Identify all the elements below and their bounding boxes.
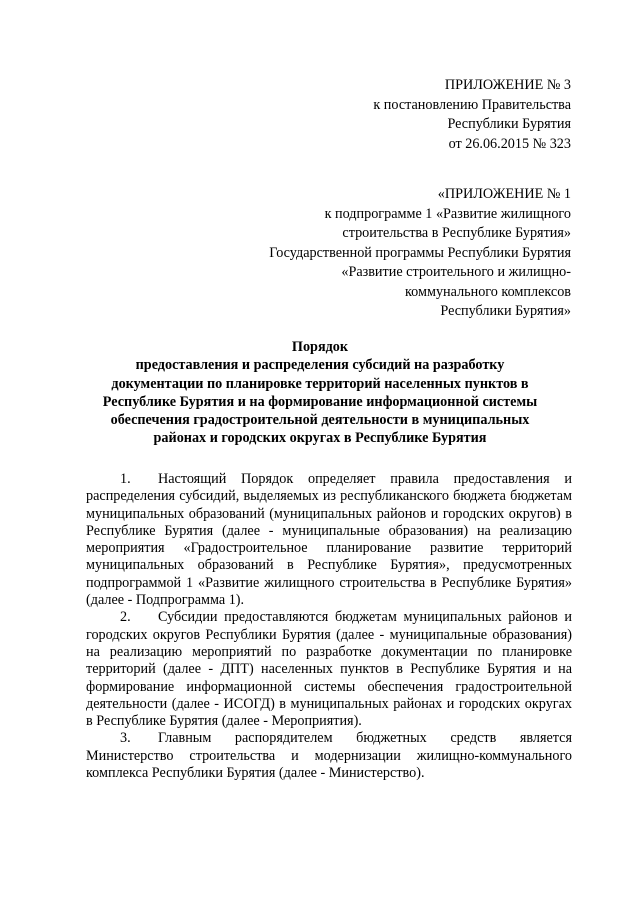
appendix-line: к постановлению Правительства	[373, 96, 571, 113]
paragraph-2	[86, 609, 572, 730]
document-body	[86, 471, 572, 782]
title-line: районах и городских округах в Республике Бурятия	[153, 430, 487, 447]
sub-appendix-line: «Развитие строительного и жилищно-	[341, 264, 571, 280]
sub-appendix-line: Государственной программы Республики Бурятия	[269, 244, 571, 261]
appendix-line: ПРИЛОЖЕНИЕ № 3	[444, 77, 571, 93]
title-line: предоставления и распределения субсидий на разработку	[135, 357, 505, 374]
sub-appendix-line: «ПРИЛОЖЕНИЕ № 1	[437, 186, 571, 202]
sub-appendix-line: строительства в Республике Бурятия»	[342, 225, 571, 241]
sub-appendix-header	[269, 185, 571, 322]
appendix-line: от 26.06.2015 № 323	[448, 135, 571, 152]
sub-appendix-line: Республики Бурятия»	[440, 303, 571, 319]
paragraph-number: 2.	[120, 609, 131, 626]
appendix-line: Республики Бурятия	[447, 116, 571, 132]
paragraph-text: Настоящий Порядок определяет правила предоставления и распределения субсидий, выделяемых из республиканского бюджета бюджетам муниципальных образований (муниципальных районов и городских округов) в Республике Бурятия (далее - муниципальные образования) на реализацию мероприятия «Градостроительное планирование развитие территорий муниципальных образований в Республике Бурятия», предусмотренных подпрограммой 1 «Развитие жилищного строительства в Республике Бурятия» (далее - Подпрограмма 1).	[86, 471, 572, 609]
paragraph-text: Субсидии предоставляются бюджетам муниципальных районов и городских округов Республики Бурятия (далее - муниципальные образования) на реализацию мероприятий по разработке документации по планировке территорий (далее - ДПТ) населенных пунктов в Республике Бурятия и на формирование информационной системы обеспечения градостроительной деятельности (далее - ИСОГД) в муниципальных районах и городских округах в Республике Бурятия (далее - Мероприятия).	[86, 609, 572, 730]
paragraph-number: 1.	[120, 471, 131, 487]
title-line: обеспечения градостроительной деятельности в муниципальных	[110, 412, 530, 429]
title-heading: Порядок	[291, 339, 349, 355]
title-line: Республике Бурятия и на формирование информационной системы	[102, 393, 538, 410]
paragraph-1	[86, 471, 572, 609]
document-title	[80, 338, 560, 448]
title-line: документации по планировке территорий населенных пунктов в	[111, 375, 529, 392]
sub-appendix-line: коммунального комплексов	[405, 283, 571, 300]
appendix-header	[373, 76, 571, 154]
paragraph-text: Главным распорядителем бюджетных средств является Министерство строительства и модернизации жилищно-коммунального комплекса Республики Бурятия (далее - Министерство).	[86, 730, 572, 782]
paragraph-3	[86, 730, 572, 782]
paragraph-number: 3.	[120, 730, 131, 747]
sub-appendix-line: к подпрограмме 1 «Развитие жилищного	[324, 205, 571, 222]
